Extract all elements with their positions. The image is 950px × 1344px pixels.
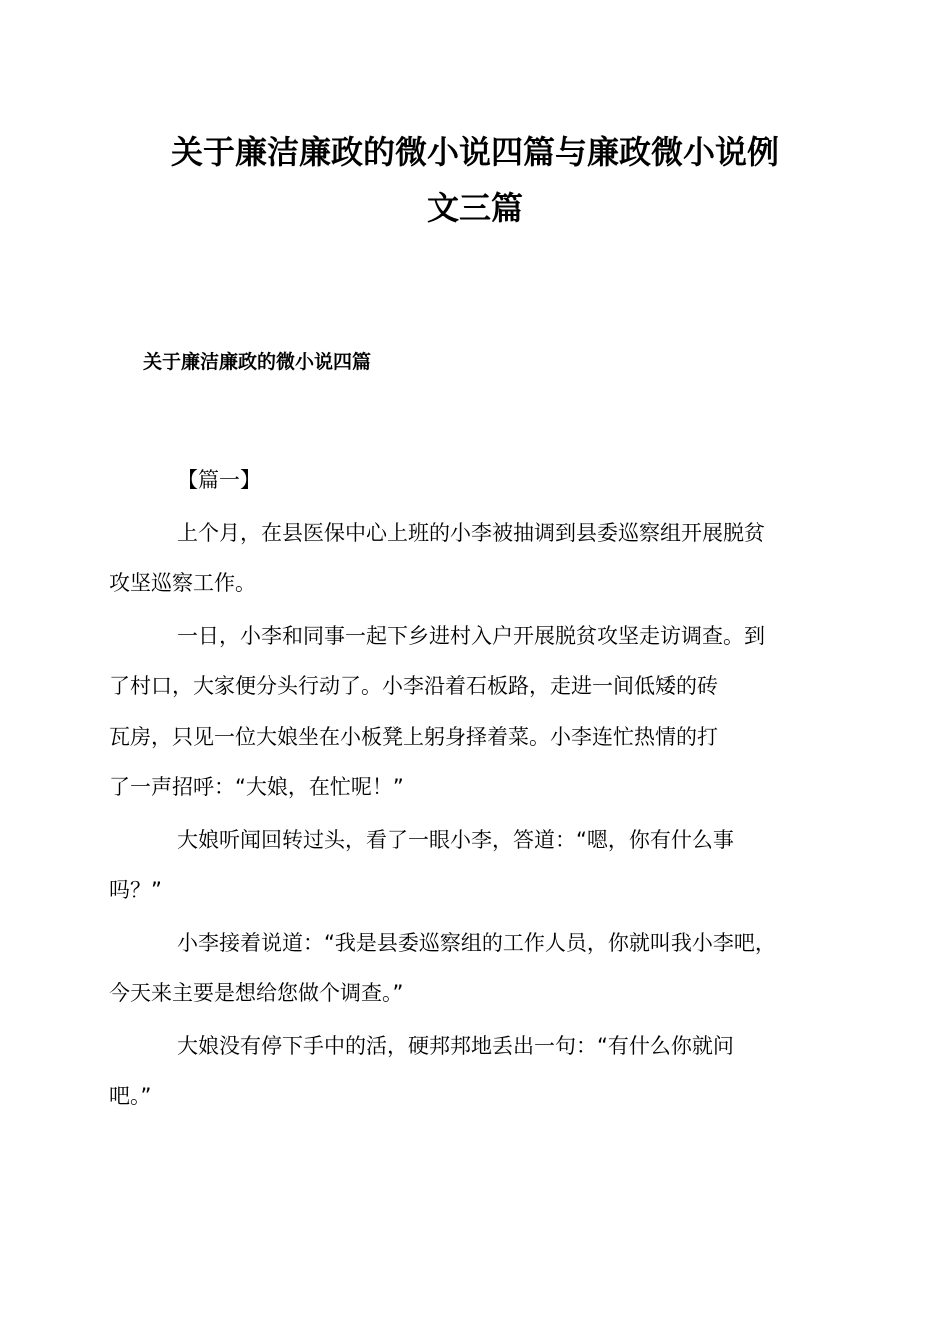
paragraph-line: 吗？”	[109, 878, 162, 902]
paragraph-line: 了一声招呼：“大娘，在忙呢！”	[109, 775, 404, 799]
paragraph-line: 大娘没有停下手中的活，硬邦邦地丢出一句：“有什么你就问	[177, 1033, 734, 1058]
paragraph-line: 一日，小李和同事一起下乡进村入户开展脱贫攻坚走访调查。到	[177, 623, 765, 648]
document-title-line-1: 关于廉洁廉政的微小说四篇与廉政微小说例	[170, 133, 779, 171]
paragraph-5	[109, 1021, 818, 1122]
paragraph-line: 瓦房，只见一位大娘坐在小板凳上躬身择着菜。小李连忙热情的打	[109, 724, 718, 749]
paragraph-line: 攻坚巡察工作。	[109, 571, 256, 595]
document-title-line-2: 文三篇	[426, 189, 523, 227]
piece-label: 【篇一】	[177, 468, 261, 492]
paragraph-line: 小李接着说道：“我是县委巡察组的工作人员，你就叫我小李吧，	[177, 930, 776, 955]
document-body	[109, 455, 818, 1124]
paragraph-2	[109, 611, 818, 813]
paragraph-3	[109, 815, 818, 916]
paragraph-line: 今天来主要是想给您做个调查。”	[109, 981, 404, 1005]
paragraph-1	[109, 508, 818, 609]
paragraph-line: 吧。”	[109, 1084, 152, 1108]
document-title	[100, 124, 850, 236]
section-heading: 关于廉洁廉政的微小说四篇	[143, 351, 372, 373]
paragraph-4	[109, 918, 818, 1019]
paragraph-line: 了村口，大家便分头行动了。小李沿着石板路，走进一间低矮的砖	[109, 674, 718, 698]
paragraph-line: 大娘听闻回转过头，看了一眼小李，答道：“嗯，你有什么事	[177, 827, 734, 852]
paragraph-line: 上个月，在县医保中心上班的小李被抽调到县委巡察组开展脱贫	[177, 520, 765, 545]
